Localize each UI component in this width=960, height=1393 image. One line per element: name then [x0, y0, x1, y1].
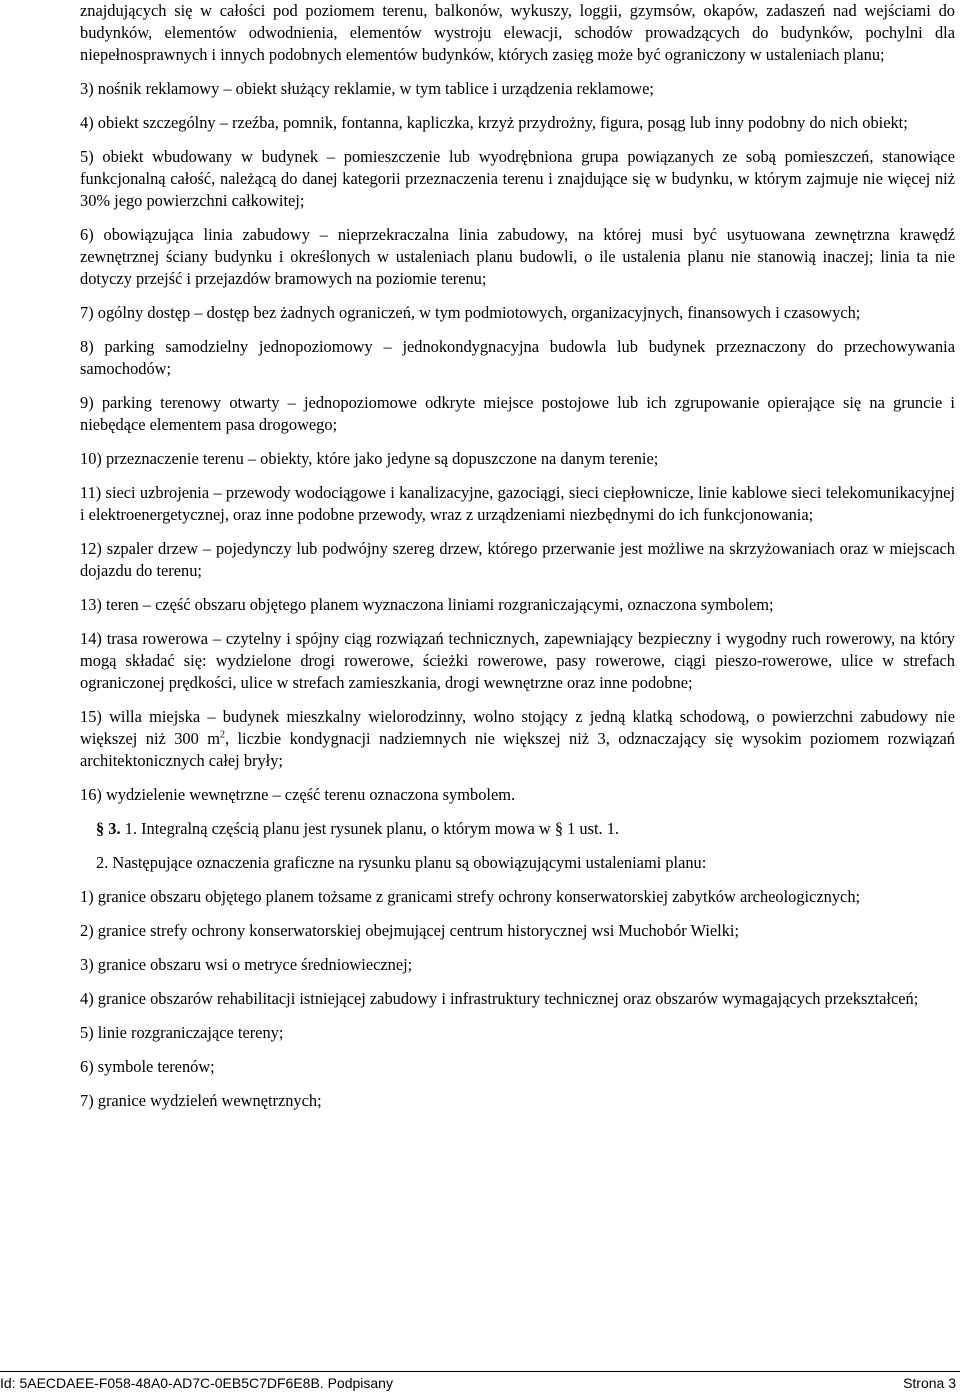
map-legend-item-6: 6) symbole terenów; [80, 1057, 215, 1076]
definition-4: 4) obiekt szczególny – rzeźba, pomnik, fontanna, kapliczka, krzyż przydrożny, figura, posąg lub inny podobny do nich obiekt; [80, 113, 908, 132]
definition-9: 9) parking terenowy otwarty – jednopoziomowe odkryte miejsce postojowe lub ich zgrupowanie opierające się na gruncie i niebędące elementem pasa drogowego; [80, 393, 955, 434]
definition-7: 7) ogólny dostęp – dostęp bez żadnych ograniczeń, w tym podmiotowych, organizacyjnych, finansowych i czasowych; [80, 303, 861, 322]
map-legend-item-2: 2) granice strefy ochrony konserwatorskiej obejmującej centrum historycznej wsi Muchobór Wielki; [80, 921, 740, 940]
section-number: § 3. [96, 819, 121, 838]
continuation-paragraph: znajdujących się w całości pod poziomem terenu, balkonów, wykuszy, loggii, gzymsów, okapów, zadaszeń nad wejściami do budynków, elementów odwodnienia, elementów wystroju elewacji, schodów prowadzących do budynków, pochylni dla niepełnosprawnych i innych podobnych elementów budynków, których zasięg może być ograniczony w ustaleniach planu; [80, 1, 955, 64]
map-legend-item-4: 4) granice obszarów rehabilitacji istniejącej zabudowy i infrastruktury technicznej oraz obszarów wymagających przekształceń; [80, 989, 919, 1008]
page-footer [0, 1371, 960, 1392]
definition-11: 11) sieci uzbrojenia – przewody wodociągowe i kanalizacyjne, gazociągi, sieci ciepłownicze, linie kablowe sieci telekomunikacyjnej i elektroenergetycznej, oraz inne podobne przewody, wraz z urządzeniami niezbędnymi do ich funkcjonowania; [80, 483, 955, 524]
definition-5: 5) obiekt wbudowany w budynek – pomieszczenie lub wyodrębniona grupa powiązanych ze sobą pomieszczeń, stanowiące funkcjonalną całość, należącą do danej kategorii przeznaczenia terenu i znajdujące się w budynku, w którym zajmuje nie więcej niż 30% jego powierzchni całkowitej; [80, 147, 955, 210]
definition-15 [80, 706, 955, 772]
definition-15-text-rest: , liczbie kondygnacji nadziemnych nie większej niż 3, odznaczający się wysokim poziomem rozwiązań architektonicznych całej bryły; [80, 729, 955, 770]
map-legend-item-5: 5) linie rozgraniczające tereny; [80, 1023, 284, 1042]
page-number: Strona 3 [903, 1375, 956, 1391]
definition-8: 8) parking samodzielny jednopoziomowy – jednokondygnacyjna budowla lub budynek przeznaczony do przechowywania samochodów; [80, 337, 955, 378]
definition-15-text: 15) willa miejska – budynek mieszkalny wielorodzinny, wolno stojący z jedną klatką schodową, o powierzchni zabudowy nie większej niż 300 m [80, 707, 955, 748]
map-legend-item-1: 1) granice obszaru objętego planem tożsame z granicami strefy ochrony konserwatorskiej zabytków archeologicznych; [80, 887, 861, 906]
map-legend-item-3: 3) granice obszaru wsi o metryce średniowiecznej; [80, 955, 413, 974]
map-legend-item-7: 7) granice wydzieleń wewnętrznych; [80, 1091, 322, 1110]
definition-14: 14) trasa rowerowa – czytelny i spójny ciąg rozwiązań technicznych, zapewniający bezpieczny i wygodny ruch rowerowy, na który mogą składać się: wydzielone drogi rowerowe, ścieżki rowerowe, pasy rowerowe, ciągi pieszo-rowerowe, ulice w strefach ograniczonej prędkości, ulice w strefach zamieszkania, drogi wewnętrzne oraz inne podobne; [80, 629, 955, 692]
section-3-paragraph-2: 2. Następujące oznaczenia graficzne na rysunku planu są obowiązującymi ustaleniami planu: [96, 853, 707, 872]
document-id: Id: 5AECDAEE-F058-48A0-AD7C-0EB5C7DF6E8B. Podpisany [0, 1375, 393, 1391]
definition-12: 12) szpaler drzew – pojedynczy lub podwójny szereg drzew, którego przerwanie jest możliwe na skrzyżowaniach oraz w miejscach dojazdu do terenu; [80, 539, 955, 580]
definition-3: 3) nośnik reklamowy – obiekt służący reklamie, w tym tablice i urządzenia reklamowe; [80, 79, 654, 98]
definition-10: 10) przeznaczenie terenu – obiekty, które jako jedyne są dopuszczone na danym terenie; [80, 449, 659, 468]
section-3-p1-text: 1. Integralną częścią planu jest rysunek planu, o którym mowa w § 1 ust. 1. [124, 819, 620, 838]
document-page [80, 0, 955, 1124]
superscript: 2 [219, 729, 225, 741]
definition-6: 6) obowiązująca linia zabudowy – nieprzekraczalna linia zabudowy, na której musi być usytuowana zewnętrzna krawędź zewnętrznej ściany budynku i określonych w ustaleniach planu budowli, o ile ustalenia planu nie stanowią inaczej; linia ta nie dotyczy przejść i przejazdów bramowych na poziomie terenu; [80, 225, 955, 288]
definition-13: 13) teren – część obszaru objętego planem wyznaczona liniami rozgraniczającymi, oznaczona symbolem; [80, 595, 774, 614]
section-3-paragraph-1 [80, 818, 955, 840]
definition-16: 16) wydzielenie wewnętrzne – część terenu oznaczona symbolem. [80, 785, 516, 804]
